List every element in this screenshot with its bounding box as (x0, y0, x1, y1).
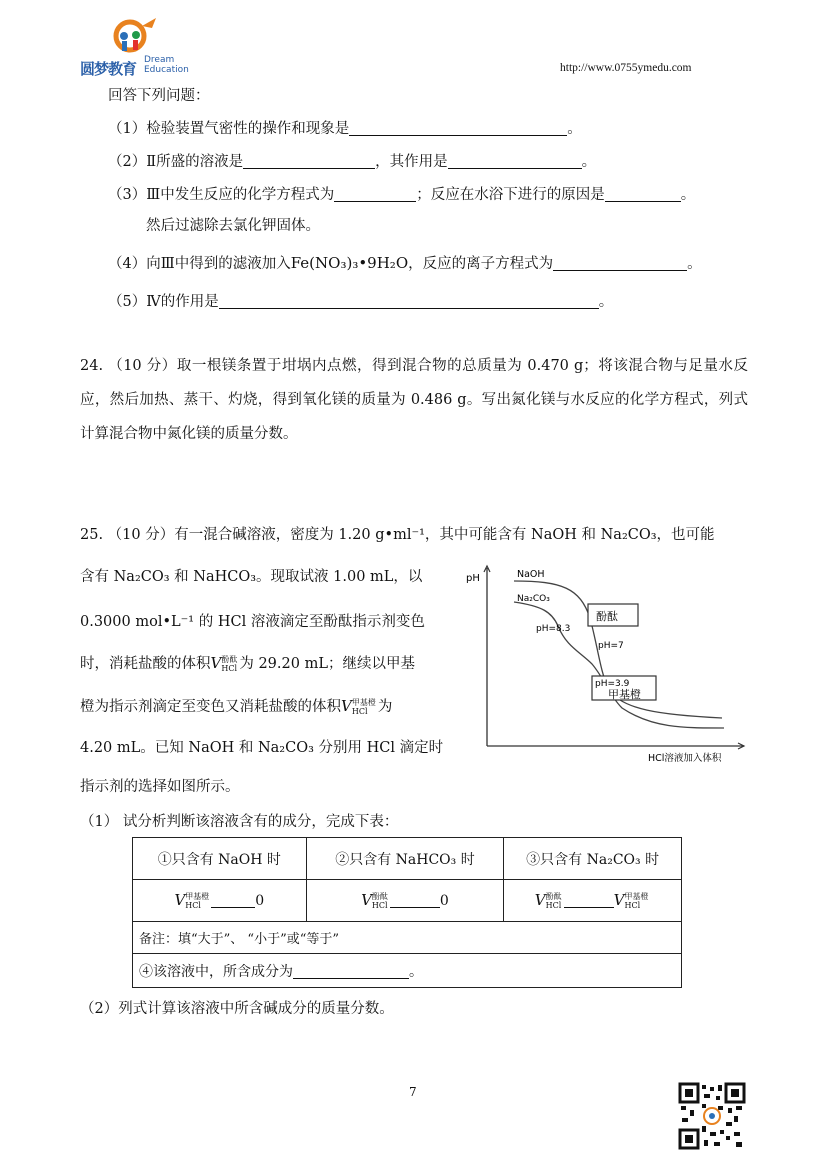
q25-line5: 橙为指示剂滴定至变色又消耗盐酸的体积V甲基橙 HCl 为 (80, 697, 393, 716)
answer-blank[interactable] (564, 891, 614, 908)
ph7-label: pH=7 (598, 641, 624, 651)
answer-blank[interactable] (390, 891, 440, 908)
table-cell-2: V酚酞 HCl 0 (306, 880, 504, 922)
answer-table (132, 837, 682, 988)
q25-line4: 时，消耗盐酸的体积V酚酞 HCl 为 29.20 mL；继续以甲基 (80, 654, 415, 673)
q25-sub1: （1） 试分析判断该溶液含有的成分，完成下表： (80, 814, 399, 830)
brand-en-1: Dream (144, 55, 175, 65)
phenol-box-label: 酚酞 (596, 610, 618, 623)
brand-en-2: Education (144, 65, 189, 75)
table-cell-3: V酚酞 HCl V甲基橙 HCl (504, 880, 682, 922)
table-header-2: ②只含有 NaHCO₃ 时 (306, 838, 504, 880)
q25-line6: 4.20 mL。已知 NaOH 和 Na₂CO₃ 分别用 HCl 滴定时 (80, 740, 444, 756)
answer-blank[interactable] (293, 962, 409, 979)
naoh-label: NaOH (517, 569, 545, 580)
answer-blank[interactable] (553, 254, 687, 271)
q23-part1: （1）检验装置气密性的操作和现象是 。 (108, 121, 582, 137)
answer-blank[interactable] (219, 292, 599, 309)
logo (80, 14, 190, 78)
q25-line7: 指示剂的选择如图所示。 (80, 779, 240, 795)
table-row4: ④该溶液中，所含成分为 。 (133, 954, 682, 988)
answer-blank[interactable] (211, 891, 255, 908)
table-note: 备注：填“大于”、 “小于”或“等于” (133, 922, 682, 954)
x-axis-label: HCl溶液加入体积 (648, 753, 722, 764)
q23-part3-cont: 然后过滤除去氯化钾固体。 (146, 218, 320, 234)
q23-intro: 回答下列问题： (108, 88, 210, 104)
qr-code-icon[interactable] (678, 1082, 746, 1150)
na2co3-label: Na₂CO₃ (517, 594, 550, 604)
q24-text: 24. （10 分）取一根镁条置于坩埚内点燃，得到混合物的总质量为 0.470 g；将该混合物与足量水反应，然后加热、蒸干、灼烧，得到氧化镁的质量为 0.486 g。写出氮化镁与水反应的化学方程式，列式计算混合物中氮化镁的质量分数。 (80, 358, 748, 442)
q25-line3: 0.3000 mol•L⁻¹ 的 HCl 溶液滴定至酚酞指示剂变色 (80, 614, 425, 630)
q25-sub2: （2）列式计算该溶液中所含碱成分的质量分数。 (80, 1001, 394, 1017)
brand-cn: 圆梦教育 (80, 60, 137, 78)
ph39-label: pH=3.9 (595, 679, 630, 689)
ph83-label: pH=8.3 (536, 624, 571, 634)
answer-blank[interactable] (448, 152, 582, 169)
q23-part5: （5）Ⅳ的作用是 。 (108, 294, 614, 310)
answer-blank[interactable] (334, 185, 416, 202)
q25-line2: 含有 Na₂CO₃ 和 NaHCO₃。现取试液 1.00 mL，以 (80, 569, 423, 585)
titration-figure (462, 560, 752, 770)
q23-part3: （3）Ⅲ中发生反应的化学方程式为 ；反应在水浴下进行的原因是 。 (108, 187, 696, 203)
table-header-3: ③只含有 Na₂CO₃ 时 (504, 838, 682, 880)
page-number: 7 (409, 1085, 417, 1099)
q25-line1: 25. （10 分）有一混合碱溶液，密度为 1.20 g•ml⁻¹，其中可能含有 NaOH 和 Na₂CO₃，也可能 (80, 527, 715, 543)
answer-blank[interactable] (243, 152, 375, 169)
methyl-box-label: 甲基橙 (608, 688, 641, 701)
table-header-1: ①只含有 NaOH 时 (133, 838, 307, 880)
table-cell-1: V甲基橙 HCl 0 (133, 880, 307, 922)
logo-icon (100, 14, 170, 58)
header-url[interactable]: http://www.0755ymedu.com (560, 62, 692, 74)
y-axis-label: pH (466, 573, 480, 584)
answer-blank[interactable] (605, 185, 681, 202)
q23-part2: （2）Ⅱ所盛的溶液是 ，其作用是 。 (108, 154, 597, 170)
answer-blank[interactable] (349, 119, 567, 136)
q23-part4: （4）向Ⅲ中得到的滤液加入Fe(NO₃)₃•9H₂O，反应的离子方程式为 。 (108, 254, 702, 272)
